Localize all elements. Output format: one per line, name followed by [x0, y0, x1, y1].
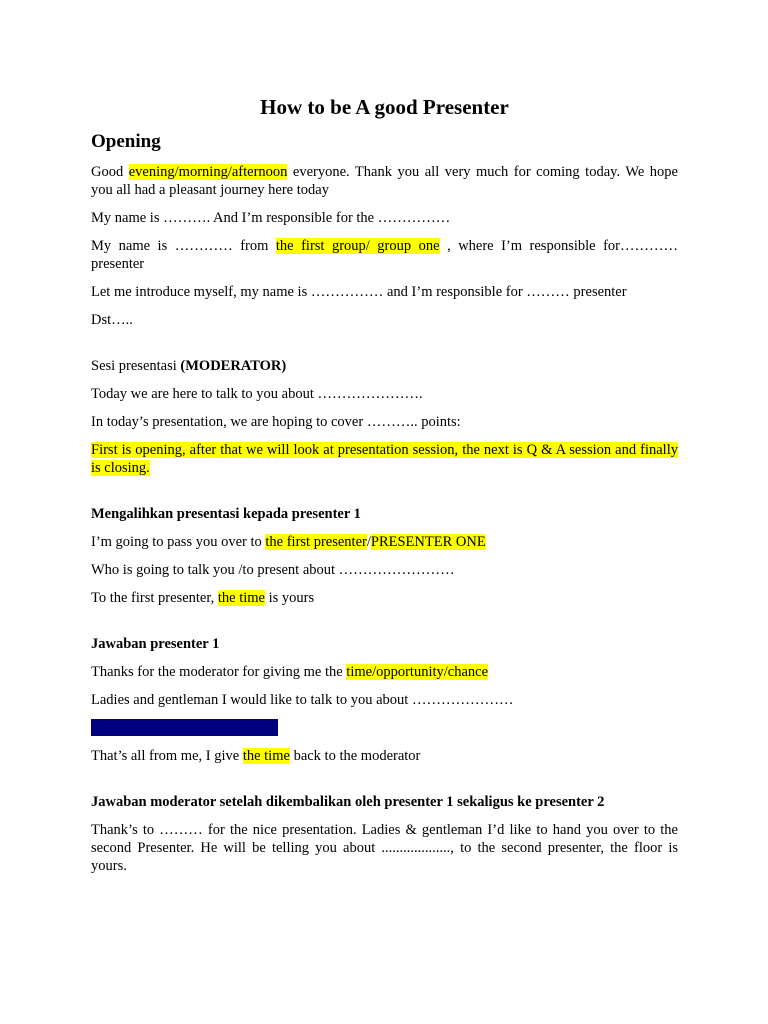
opening-paragraph-3 — [91, 237, 678, 273]
spacer — [91, 339, 678, 357]
opening-heading: Opening — [91, 131, 161, 152]
moderator-paragraph-3 — [91, 441, 678, 477]
text-run: everyone. Thank you all very much for coming today. We hope you all had a pleasant journey here today — [91, 164, 678, 198]
text-run: , where I’m responsible for………… presenter — [91, 238, 678, 272]
highlighted-text: the time — [217, 590, 265, 606]
text-run: / — [366, 534, 371, 550]
moderator-label — [91, 357, 678, 375]
pass-over-paragraph-1 — [91, 533, 678, 551]
bold-text: (MODERATOR) — [180, 358, 287, 374]
highlighted-text: the time — [242, 748, 290, 764]
text-run: is yours — [264, 590, 315, 606]
opening-paragraph-5: Dst….. — [91, 312, 133, 328]
presenter-reply-paragraph-1 — [91, 663, 678, 681]
spacer — [91, 775, 678, 793]
opening-paragraph-2: My name is ………. And I’m responsible for the …………… — [91, 210, 451, 226]
text-run: To the first presenter, — [91, 590, 218, 606]
highlighted-text: evening/morning/afternoon — [128, 164, 288, 180]
moderator-reply-heading: Jawaban moderator setelah dikembalikan oleh presenter 1 sekaligus ke presenter 2 — [91, 794, 605, 810]
text-run: Sesi presentasi — [91, 358, 181, 374]
highlighted-text: time/opportunity/chance — [346, 664, 489, 680]
moderator-reply-paragraph-1: Thank’s to ……… for the nice presentation. Ladies & gentleman I’d like to hand you over to the second Presenter. He will be telling you about ..................., to the second presenter, the floor is yours. — [91, 822, 678, 874]
document-title: How to be A good Presenter — [260, 95, 509, 119]
presenter-reply-heading: Jawaban presenter 1 — [91, 636, 220, 652]
pass-over-paragraph-2: Who is going to talk you /to present about …………………… — [91, 562, 455, 578]
highlighted-text: PRESENTER ONE — [370, 534, 486, 550]
highlighted-text: the first group/ group one — [275, 238, 440, 254]
text-run: That’s all from me, I give — [91, 748, 243, 764]
highlighted-text: the first presenter — [265, 534, 367, 550]
pass-over-paragraph-3 — [91, 589, 678, 607]
moderator-paragraph-2: In today’s presentation, we are hoping to cover ……….. points: — [91, 414, 461, 430]
presenter-reply-paragraph-2: Ladies and gentleman I would like to talk to you about ………………… — [91, 692, 514, 708]
document-body — [91, 94, 678, 885]
opening-paragraph-1 — [91, 163, 678, 199]
text-run: My name is ………… from — [91, 238, 276, 254]
opening-paragraph-4: Let me introduce myself, my name is …………… and I’m responsible for ……… presenter — [91, 284, 627, 300]
spacer — [91, 617, 678, 635]
pass-over-heading: Mengalihkan presentasi kepada presenter 1 — [91, 506, 361, 522]
redacted-block — [91, 719, 278, 736]
text-run: back to the moderator — [289, 748, 421, 764]
highlighted-text: First is opening, after that we will look at presentation session, the next is Q & A session and finally is closing. — [91, 442, 678, 476]
text-run: Good — [91, 164, 129, 180]
moderator-paragraph-1: Today we are here to talk to you about …………………. — [91, 386, 423, 402]
presenter-reply-paragraph-3 — [91, 747, 678, 765]
spacer — [91, 487, 678, 505]
text-run: Thanks for the moderator for giving me the — [91, 664, 347, 680]
text-run: I’m going to pass you over to — [91, 534, 266, 550]
